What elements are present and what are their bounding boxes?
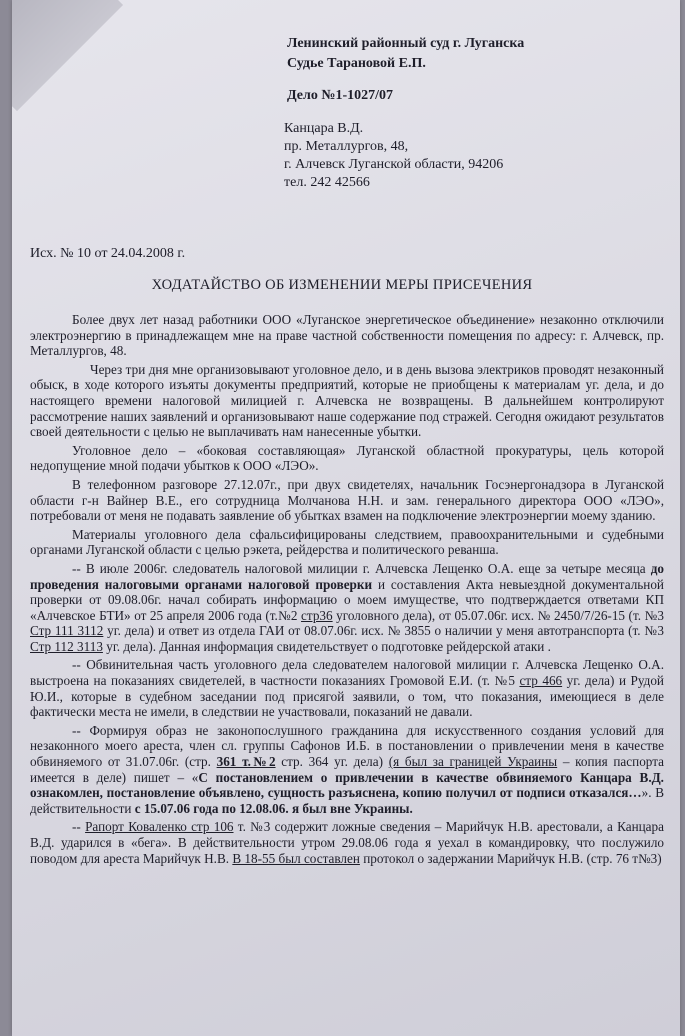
sender-city: г. Алчевск Луганской области, 94206 (284, 157, 504, 172)
underlined-reference: (я был за границей Украины (388, 754, 558, 770)
text-run: т. №3 содержит ложные сведения – Марийчук Н.В. арестовали, а Канцара В.Д. ударился в «бега». В действительности утром 29.08.06 года я уехал в командировку, что послужило поводом для ареста Марийчук Н.В. (30, 819, 664, 866)
text-run: протокол о задержании Марийчук Н.В. (стр. 76 т№3) (359, 850, 662, 866)
document-body (30, 312, 664, 869)
case-number: Дело №1-1027/07 (287, 88, 393, 103)
paragraph-9 (30, 819, 664, 866)
addressee-block (287, 34, 524, 74)
paragraph-8 (30, 723, 664, 817)
text-run: -- В июле 2006г. следователь налоговой милиции г. Алчевска Лещенко О.А. еще за четыре месяца (72, 560, 651, 576)
sender-block (284, 120, 503, 192)
text-run: уголовного дела), от 05.07.06г. исх. № 2450/7/26-15 (т. №3 (332, 607, 664, 623)
document-title: ХОДАТАЙСТВО ОБ ИЗМЕНЕНИИ МЕРЫ ПРИСЕЧЕНИЯ (151, 277, 533, 293)
bold-run: с 15.07.06 года по 12.08.06. я был вне Украины. (134, 800, 413, 816)
underlined-reference: Стр 111 3112 (30, 623, 104, 639)
folded-corner (12, 0, 123, 111)
bold-run: С постановлением о привлечении в качестве обвиняемого Канцара В.Д. ознакомлен, постановление объявлено, сущность разъяснена, копию получил от подписи отказался… (30, 769, 664, 801)
text-run: – копия паспорта имеется в деле) пишет – « (30, 754, 664, 785)
court-name: Ленинский районный суд г. Луганска (287, 36, 525, 51)
text-run: -- (72, 819, 86, 835)
text-run: -- Формируя образ не законопослушного гражданина для искусственного создания условий для незаконного моего ареста, член сл. группы Сафонов И.Б. в постановлении о привлечении меня в качестве обвиняемого от 31.07.06г. (стр. (30, 722, 664, 770)
paragraph-6 (30, 561, 664, 655)
outgoing-reference: Исх. № 10 от 24.04.2008 г. (30, 246, 186, 261)
paragraph-2: Через три дня мне организовывают уголовное дело, и в день вызова электриков проводят незаконный обыск, в ходе которого изъяты документы предприятий, которые не приобщены к материалам уг. дела, и до настоящего времени налоговой милицией г. Алчевска не возвращены. В дальнейшем контролируют рассмотрение наших заявлений и организовывают наше содержание под стражей. Сегодня ожидают результатов своей деятельности с целью не выплачивать нам нанесенные убытки. (30, 361, 664, 440)
sender-street: пр. Металлургов, 48, (284, 139, 409, 154)
paragraph-3: Уголовное дело – «боковая составляющая» Луганской областной прокуратуры, цель которой недопущение мной подачи убытков к ООО «ЛЭО». (30, 442, 664, 474)
sender-phone: тел. 242 42566 (284, 175, 370, 190)
text-run: и составления Акта невыездной документальной проверки от 09.08.06г. начал собирать информацию о моем имуществе, что подтверждается ответами КП «Алчевское БТИ» от 25 апреля 2006 года (т.№2 (30, 576, 664, 623)
sender-name: Канцара В.Д. (284, 121, 364, 136)
underlined-reference: В 18-55 был составлен (232, 850, 360, 866)
paragraph-1: Более двух лет назад работники ООО «Луганское энергетическое объединение» незаконно отключили электроэнергию в принадлежащем мне на праве частной собственности помещения по адресу: г. Алчевск, пр. Металлургов, 48. (30, 312, 664, 359)
judge-name: Судье Тарановой Е.П. (287, 56, 426, 71)
text-run: -- Обвинительная часть уголовного дела следователем налоговой милиции г. Алчевска Лещенко О.А. выстроена на показаниях свидетелей, в частности показаниях Громовой Е.И. (т. №5 (30, 657, 664, 689)
text-run: ». В действительности (30, 785, 664, 816)
paragraph-7 (30, 657, 664, 719)
text-run: уг. дела). Данная информация свидетельствует о подготовке рейдерской атаки . (102, 638, 551, 654)
text-run: уг. дела) и ответ из отдела ГАИ от 08.07.06г. исх. № 3855 о наличии у меня автотранспорта (т. №3 (103, 623, 664, 639)
text-run: стр. 364 уг. дела) (275, 754, 389, 770)
document-page (12, 0, 680, 1036)
underlined-reference: стр36 (301, 607, 333, 623)
bold-run: до проведения налоговыми органами налоговой проверки (30, 560, 664, 592)
paragraph-5: Материалы уголовного дела сфальсифицированы следствием, правоохранительными и судебными органами Луганской области с целью рэкета, рейдерства и политического реванша. (30, 526, 664, 558)
underlined-reference: 361 т.№2 (216, 754, 276, 770)
underlined-reference: Стр 112 3113 (30, 638, 103, 654)
underlined-reference: стр 466 (519, 673, 563, 689)
paragraph-4: В телефонном разговоре 27.12.07г., при двух свидетелях, начальник Госэнергонадзора в Луганской области г-н Вайнер В.Е., его сотрудница Молчанова Н.Н. и зам. генерального директора ООО «ЛЭО», потребовали от меня не подавать заявление об убытках взамен на подключение электроэнергии моему зданию. (30, 476, 664, 524)
underlined-reference: Рапорт Коваленко стр 106 (85, 819, 234, 835)
text-run: уг. дела) и Рудой Ю.И., которые в судебном заседании под присягой заявили, о том, что показания, имеющиеся в деле фактически места не имели, в следствии не участвовали, показаний не давали. (30, 673, 664, 720)
